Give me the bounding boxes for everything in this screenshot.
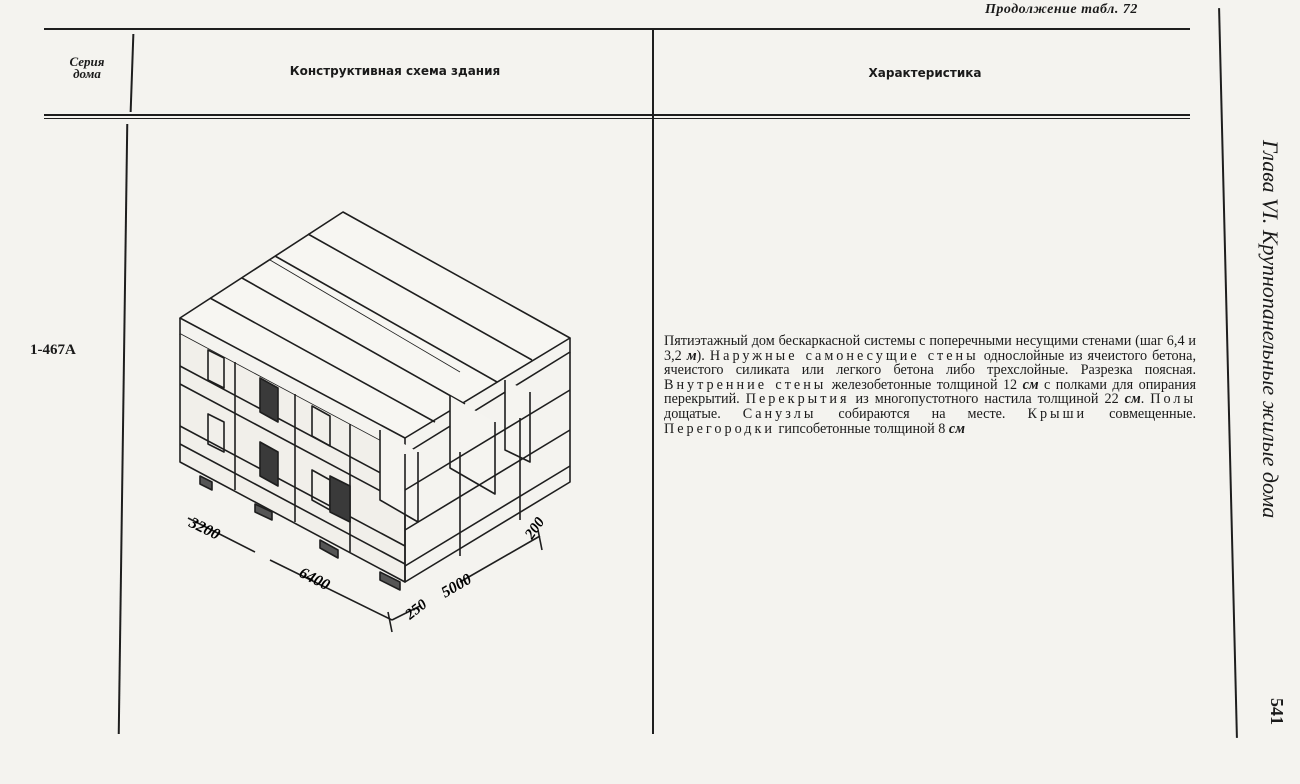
term-inner-walls: Внутренние стены [664,376,827,393]
table-continued-label: Продолжение табл. 72 [985,2,1138,17]
header-bottom-rule [44,114,1190,116]
column-divider-1 [130,34,135,112]
unit-m: м [686,347,697,364]
desc-text: из многопустотного настила толщиной 22 [849,391,1125,408]
desc-text: гипсобетонные толщиной 8 [774,420,949,437]
chapter-side-title: Глава VI. Крупнопанельные жилые дома [1258,140,1283,519]
term-outer-walls: Наружные самонесущие стены [709,347,979,364]
right-frame-rule [1218,8,1238,738]
term-floors: Перекрытия [745,391,850,408]
dim-250: 250 [402,596,431,624]
desc-text: дощатые. [664,405,743,422]
series-code: 1-467А [30,342,76,358]
unit-cm: см [1124,391,1141,408]
dim-5000: 5000 [438,570,475,602]
desc-text: ). [696,347,710,364]
header-characteristic: Характеристика [868,66,982,80]
column-divider-2 [652,28,654,734]
column-divider-1-body [118,124,129,734]
table-top-rule [44,28,1190,30]
unit-cm: см [1022,376,1039,393]
header-scheme: Конструктивная схема здания [289,64,501,78]
desc-text: совмещенные. [1087,405,1196,422]
term-sanuzly: Санузлы [742,405,817,422]
page-number: 541 [1267,698,1287,725]
desc-text: собираются на месте. [816,405,1028,422]
term-roofs: Крыши [1027,405,1088,422]
desc-text: однослойные из ячеистого бетона, ячеистого силиката или легкого бетона либо трехслойные. Разрезка поясная. [664,347,1196,379]
dim-200: 200 [522,514,549,543]
building-structural-scheme [160,200,580,640]
desc-text: . [1140,391,1151,408]
term-partitions: Перегородки [664,420,775,437]
desc-text: с полками для опирания перекрытий. [664,376,1196,408]
dim-6400: 6400 [296,564,333,595]
term-polys: Полы [1150,391,1197,408]
building-characteristic [664,334,1196,436]
header-series-line2: дома [73,66,101,81]
unit-cm: см [948,420,965,437]
desc-text: Пятиэтажный дом бескаркасной системы с поперечными несущими стенами (шаг 6,4 и 3,2 [664,333,1196,364]
header-series-line1: Серия [69,54,105,69]
dim-3200: 3200 [186,514,223,544]
desc-text: железобетонные толщиной 12 [826,376,1023,393]
header-series [48,56,126,80]
header-bottom-rule-2 [44,118,1190,119]
